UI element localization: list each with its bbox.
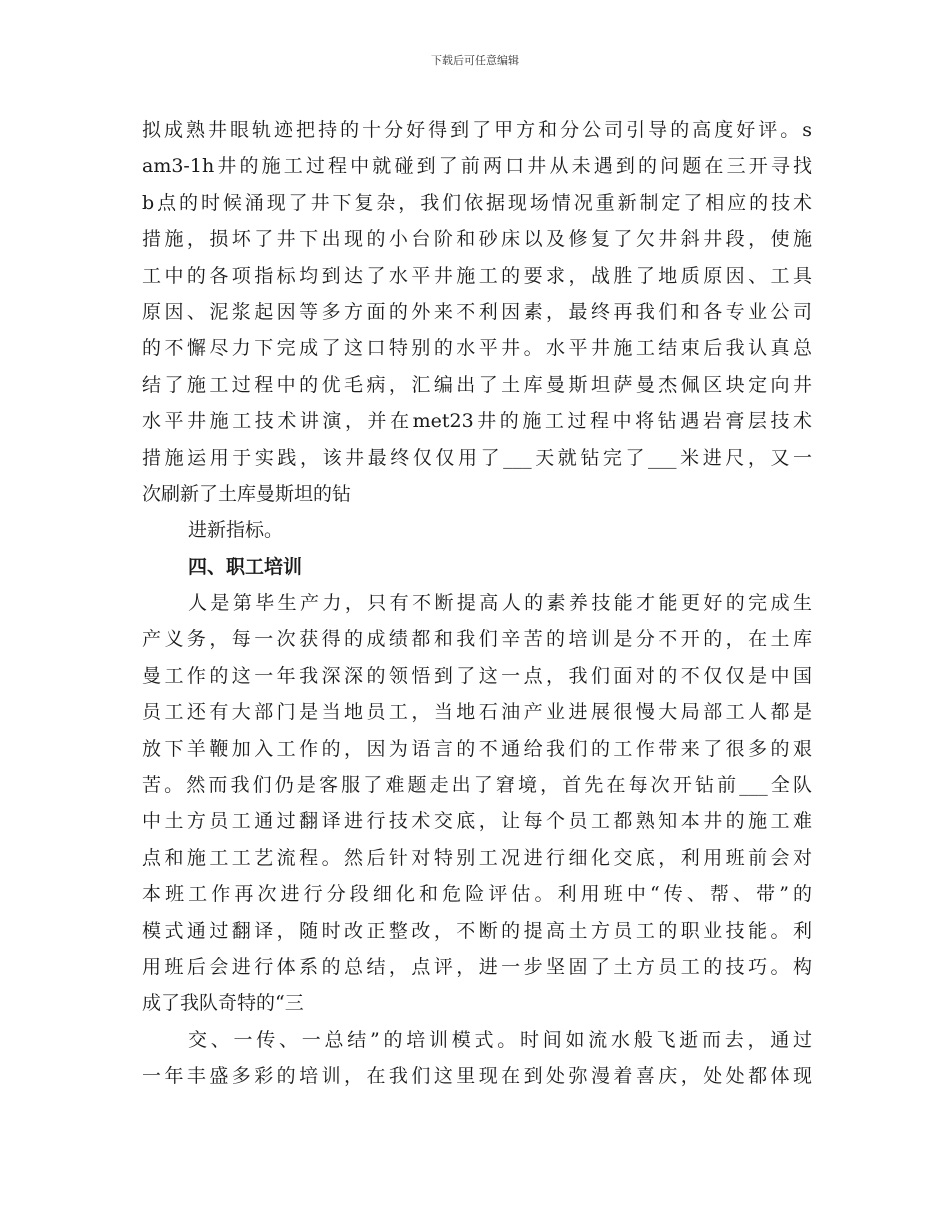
text-line: 员工还有大部门是当地员工，当地石油产业进展很慢大局部工人都是: [142, 701, 812, 724]
text-line: 的不懈尽力下完成了这口特别的水平井。水平井施工结束后我认真总: [142, 337, 812, 360]
text-line: 中土方员工通过翻译进行技术交底，让每个员工都熟知本井的施工难: [142, 810, 812, 833]
text-line: b点的时候涌现了井下复杂，我们依据现场情况重新制定了相应的技术: [142, 191, 812, 214]
text-line: 拟成熟井眼轨迹把持的十分好得到了甲方和分公司引导的高度好评。s: [142, 119, 812, 141]
document-body: [142, 112, 812, 1095]
text-line: 次刷新了土库曼斯坦的钻: [142, 482, 352, 505]
text-line: 工中的各项指标均到达了水平井施工的要求，战胜了地质原因、工具: [142, 264, 812, 287]
text-line: 本班工作再次进行分段细化和危险评估。利用班中“传、帮、带”的: [142, 883, 812, 906]
text-line: 原因、泥浆起因等多方面的外来不利因素，最终再我们和各专业公司: [142, 300, 812, 323]
text-line: 水平井施工技术讲演，并在met23井的施工过程中将钻遇岩膏层技术: [142, 410, 812, 433]
text-line: 产义务，每一次获得的成绩都和我们辛苦的培训是分不开的，在土库: [142, 628, 812, 651]
text-line: 交、一传、一总结”的培训模式。时间如流水般飞逝而去，通过: [188, 1028, 812, 1051]
text-line: 苦。然而我们仍是客服了难题走出了窘境，首先在每次开钻前___全队: [142, 774, 812, 797]
text-line: 进新指标。: [188, 519, 284, 542]
text-line: 人是第毕生产力，只有不断提高人的素养技能才能更好的完成生: [188, 592, 812, 615]
text-line: 曼工作的这一年我深深的领悟到了这一点，我们面对的不仅仅是中国: [142, 664, 812, 687]
text-line: 用班后会进行体系的总结，点评，进一步坚固了土方员工的技巧。构: [142, 955, 812, 978]
page-header: 下载后可任意编辑: [431, 54, 519, 67]
section-heading: 四、职工培训: [188, 555, 303, 578]
text-line: am3-1h井的施工过程中就碰到了前两口井从未遇到的问题在三开寻找: [142, 155, 812, 178]
text-line: 模式通过翻译，随时改正整改，不断的提高土方员工的职业技能。利: [142, 919, 812, 942]
text-line: 措施运用于实践，该井最终仅仅用了___天就钻完了___米进尺，又一: [142, 446, 812, 469]
text-line: 放下羊鞭加入工作的，因为语言的不通给我们的工作带来了很多的艰: [142, 737, 812, 760]
text-line: 结了施工过程中的优毛病，汇编出了土库曼斯坦萨曼杰佩区块定向井: [142, 373, 812, 396]
text-line: 成了我队奇特的“三: [142, 992, 304, 1015]
text-line: 措施，损坏了井下出现的小台阶和砂床以及修复了欠井斜井段，使施: [142, 228, 812, 251]
text-line: 一年丰盛多彩的培训，在我们这里现在到处弥漫着喜庆，处处都体现: [142, 1065, 812, 1088]
text-line: 点和施工工艺流程。然后针对特别工况进行细化交底，利用班前会对: [142, 846, 812, 869]
